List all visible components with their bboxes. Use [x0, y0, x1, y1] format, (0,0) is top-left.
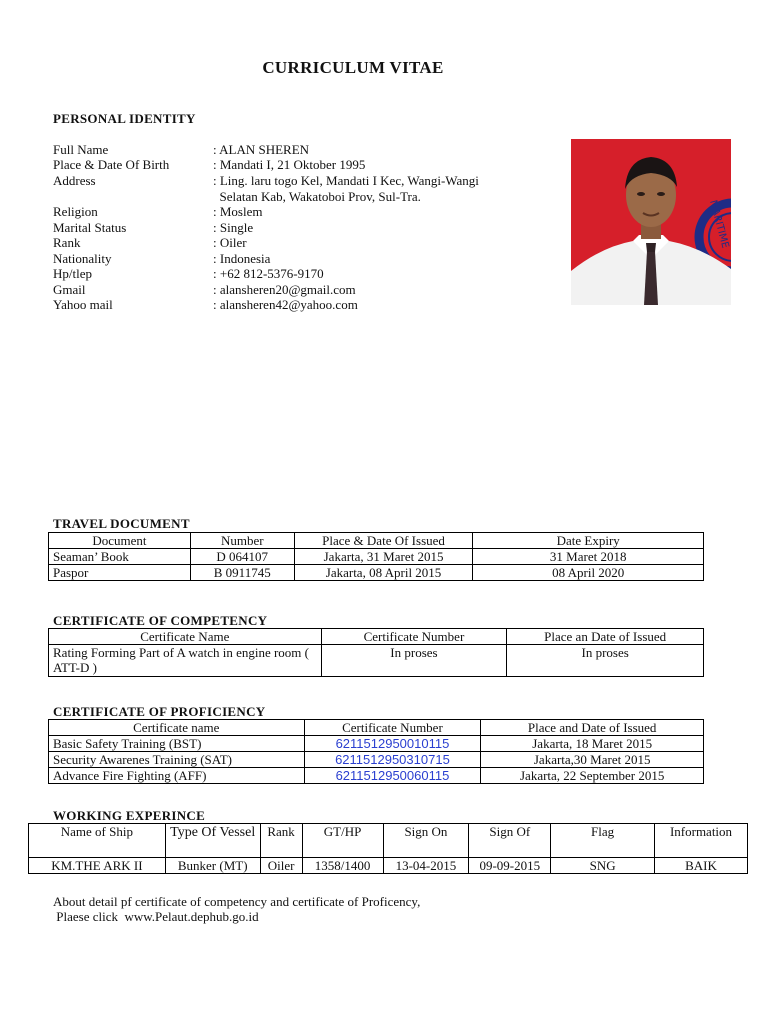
- table-cell: SNG: [551, 858, 655, 874]
- working-experience-heading: WORKING EXPERINCE: [53, 808, 206, 823]
- person-portrait-icon: [571, 139, 731, 305]
- identity-value: : ALAN SHEREN: [213, 142, 310, 157]
- column-header: Place and Date of Issued: [481, 720, 704, 736]
- column-header: GT/HP: [302, 824, 383, 858]
- identity-label: Gmail: [53, 282, 86, 297]
- identity-value: : Moslem: [213, 204, 263, 219]
- identity-value: : alansheren42@yahoo.com: [213, 297, 358, 312]
- identity-label: Marital Status: [53, 220, 127, 235]
- table-cell: Jakarta, 18 Maret 2015: [481, 736, 704, 752]
- identity-value: : +62 812-5376-9170: [213, 266, 324, 281]
- table-header-row: [49, 629, 704, 645]
- table-header-row: [49, 533, 704, 549]
- column-header: Information: [655, 824, 748, 858]
- table-cell: Oiler: [260, 858, 302, 874]
- column-header: Place an Date of Issued: [507, 629, 704, 645]
- identity-value: : Indonesia: [213, 251, 271, 266]
- column-header: Type Of Vessel: [165, 824, 260, 858]
- table-cell: In proses: [507, 645, 704, 677]
- column-header: Document: [49, 533, 191, 549]
- table-cell: B 0911745: [190, 565, 294, 581]
- identity-label: Address: [53, 173, 96, 188]
- stamp-text: MARITIME: [707, 198, 731, 250]
- table-cell: Security Awarenes Training (SAT): [49, 752, 305, 768]
- identity-value: : Mandati I, 21 Oktober 1995: [213, 157, 366, 172]
- footer-note-line2: Plaese click www.Pelaut.dephub.go.id: [53, 909, 259, 924]
- table-cell: 31 Maret 2018: [473, 549, 704, 565]
- table-row: [29, 858, 748, 874]
- column-header: Number: [190, 533, 294, 549]
- table-cell: Jakarta, 08 April 2015: [294, 565, 473, 581]
- table-cell: 09-09-2015: [469, 858, 551, 874]
- table-cell: Jakarta, 22 September 2015: [481, 768, 704, 784]
- table-row: [49, 768, 704, 784]
- travel-document-heading: TRAVEL DOCUMENT: [53, 516, 190, 531]
- table-cell: Advance Fire Fighting (AFF): [49, 768, 305, 784]
- identity-label: Full Name: [53, 142, 109, 157]
- column-header: Name of Ship: [29, 824, 166, 858]
- table-row: [49, 549, 704, 565]
- competency-heading: CERTIFICATE OF COMPETENCY: [53, 613, 268, 628]
- working-experience-table: [28, 823, 748, 874]
- identity-label: Religion: [53, 204, 98, 219]
- table-cell: 1358/1400: [302, 858, 383, 874]
- table-row: [49, 565, 704, 581]
- personal-identity-heading: PERSONAL IDENTITY: [53, 111, 196, 126]
- certificate-number-link[interactable]: 6211512950010115: [304, 736, 481, 752]
- table-cell: Jakarta,30 Maret 2015: [481, 752, 704, 768]
- column-header: Sign Of: [469, 824, 551, 858]
- column-header: Certificate Name: [49, 629, 322, 645]
- table-cell: In proses: [321, 645, 507, 677]
- table-header-row: [49, 720, 704, 736]
- document-title: CURRICULUM VITAE: [262, 58, 444, 77]
- table-row: [49, 752, 704, 768]
- competency-table: [48, 628, 704, 677]
- table-row: [49, 736, 704, 752]
- proficiency-table: [48, 719, 704, 784]
- identity-value: : alansheren20@gmail.com: [213, 282, 356, 297]
- identity-label: Hp/tlep: [53, 266, 92, 281]
- table-header-row: [29, 824, 748, 858]
- table-cell: KM.THE ARK II: [29, 858, 166, 874]
- identity-value: : Oiler: [213, 235, 247, 250]
- footer-note-line1: About detail pf certificate of competency and certificate of Proficency,: [53, 894, 421, 909]
- identity-label: Rank: [53, 235, 81, 250]
- certificate-number-link[interactable]: 6211512950060115: [304, 768, 481, 784]
- identity-label: Place & Date Of Birth: [53, 157, 170, 172]
- table-cell: Bunker (MT): [165, 858, 260, 874]
- table-cell: D 064107: [190, 549, 294, 565]
- column-header: Sign On: [383, 824, 469, 858]
- table-cell: Paspor: [49, 565, 191, 581]
- column-header: Rank: [260, 824, 302, 858]
- table-cell: BAIK: [655, 858, 748, 874]
- column-header: Date Expiry: [473, 533, 704, 549]
- identity-value: : Single: [213, 220, 254, 235]
- table-cell: 08 April 2020: [473, 565, 704, 581]
- column-header: Flag: [551, 824, 655, 858]
- column-header: Place & Date Of Issued: [294, 533, 473, 549]
- column-header: Certificate Number: [321, 629, 507, 645]
- table-cell: 13-04-2015: [383, 858, 469, 874]
- table-cell: Basic Safety Training (BST): [49, 736, 305, 752]
- proficiency-heading: CERTIFICATE OF PROFICIENCY: [53, 704, 266, 719]
- identity-label: Yahoo mail: [53, 297, 113, 312]
- table-cell: Rating Forming Part of A watch in engine room ( ATT-D ): [49, 645, 322, 677]
- profile-photo: [571, 139, 731, 305]
- identity-value: Selatan Kab, Wakatoboi Prov, Sul-Tra.: [213, 189, 421, 204]
- identity-label: Nationality: [53, 251, 112, 266]
- column-header: Certificate name: [49, 720, 305, 736]
- table-cell: Jakarta, 31 Maret 2015: [294, 549, 473, 565]
- column-header: Certificate Number: [304, 720, 481, 736]
- identity-value: : Ling. laru togo Kel, Mandati I Kec, Wangi-Wangi: [213, 173, 479, 188]
- certificate-number-link[interactable]: 6211512950310715: [304, 752, 481, 768]
- table-cell: Seaman’ Book: [49, 549, 191, 565]
- travel-document-table: [48, 532, 704, 581]
- table-row: [49, 645, 704, 677]
